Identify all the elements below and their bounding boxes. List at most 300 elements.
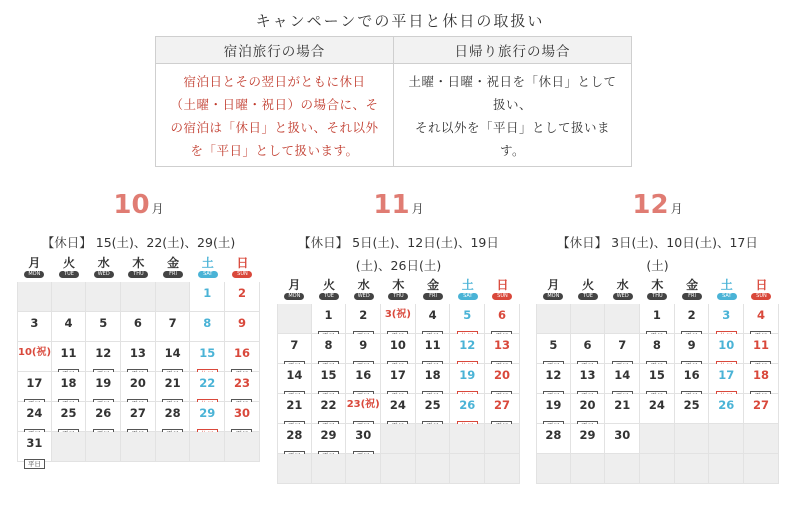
week-row	[536, 364, 779, 394]
weekday-header-cell	[225, 256, 260, 282]
empty-day-cell	[450, 424, 485, 454]
week-row	[536, 334, 779, 364]
empty-day-cell	[381, 454, 416, 484]
empty-day-cell	[225, 432, 260, 462]
day-number: 28	[545, 428, 562, 442]
weekday-header	[277, 278, 520, 304]
weekday-header-cell	[450, 278, 485, 304]
day-cell	[744, 394, 779, 424]
day-cell	[536, 364, 571, 394]
day-number: 15	[648, 368, 665, 382]
day-number: 9	[237, 316, 246, 330]
rules-overnight-line: を「平日」として扱います。	[190, 143, 359, 158]
day-cell	[605, 394, 640, 424]
day-cell	[571, 334, 606, 364]
day-cell	[709, 364, 744, 394]
weekday-abbr: SAT	[458, 293, 478, 300]
day-number: 22	[320, 398, 337, 412]
day-number: 28	[164, 406, 181, 420]
weekday-kanji: 日	[496, 278, 509, 292]
weekday-header-cell	[346, 278, 381, 304]
weekday-kanji: 月	[547, 278, 560, 292]
empty-day-cell	[485, 424, 520, 454]
weekday-abbr: FRI	[682, 293, 702, 300]
day-cell	[640, 334, 675, 364]
week-row	[277, 334, 520, 364]
empty-day-cell	[675, 424, 710, 454]
day-number: 26	[95, 406, 112, 420]
weekday-header-cell	[675, 278, 710, 304]
day-cell	[381, 394, 416, 424]
day-cell	[605, 424, 640, 454]
empty-day-cell	[709, 454, 744, 484]
weekday-header-cell	[416, 278, 451, 304]
month-unit: 月	[151, 202, 164, 216]
day-number: 5	[99, 316, 108, 330]
empty-day-cell	[156, 282, 191, 312]
weekday-abbr: SUN	[232, 271, 252, 278]
week-row	[17, 402, 260, 432]
empty-day-cell	[277, 304, 312, 334]
day-number: 13	[579, 368, 596, 382]
day-cell	[225, 342, 260, 372]
weekday-kanji: 日	[236, 256, 249, 270]
day-number: 11	[60, 346, 77, 360]
day-cell	[675, 304, 710, 334]
rules-overnight-text	[156, 64, 394, 167]
day-number: 4	[64, 316, 73, 330]
day-number: 31	[26, 436, 43, 450]
weekday-abbr: TUE	[319, 293, 339, 300]
day-number: 24	[648, 398, 665, 412]
day-number: 25	[683, 398, 700, 412]
day-number: 8	[203, 316, 212, 330]
weekday-header-cell	[17, 256, 52, 282]
holidays-list	[17, 231, 260, 254]
month-grid	[17, 256, 260, 468]
empty-day-cell	[121, 432, 156, 462]
weekday-kanji: 水	[357, 278, 370, 292]
empty-day-cell	[17, 282, 52, 312]
page-title: キャンペーンでの平日と休日の取扱い	[255, 12, 545, 30]
month-grid	[536, 278, 779, 484]
day-cell	[86, 342, 121, 372]
weekday-abbr: THU	[647, 293, 667, 300]
day-number: 1	[324, 308, 333, 322]
day-number: 27	[129, 406, 146, 420]
day-number: 26	[718, 398, 735, 412]
weekday-header-cell	[52, 256, 87, 282]
day-cell	[190, 282, 225, 312]
day-number: 22	[199, 376, 216, 390]
month-unit: 月	[670, 202, 683, 216]
month-number: 10	[113, 190, 150, 220]
weekday-kanji: 木	[651, 278, 664, 292]
day-number: 14	[164, 346, 181, 360]
holidays-line: 【休日】 15(土)、22(土)、29(土)	[41, 235, 236, 250]
weekday-header-cell	[536, 278, 571, 304]
day-cell	[346, 304, 381, 334]
day-cell	[277, 334, 312, 364]
day-cell	[416, 304, 451, 334]
day-number: 25	[424, 398, 441, 412]
day-number: 5	[463, 308, 472, 322]
day-cell	[225, 372, 260, 402]
weekday-header-cell	[605, 278, 640, 304]
weekday-header-cell	[86, 256, 121, 282]
holidays-line: (土)	[646, 258, 669, 273]
day-cell	[485, 334, 520, 364]
day-cell	[346, 424, 381, 454]
day-cell	[346, 334, 381, 364]
day-cell	[744, 334, 779, 364]
weekday-kanji: 月	[28, 256, 41, 270]
day-number: 20	[579, 398, 596, 412]
empty-day-cell	[571, 454, 606, 484]
day-number: 9	[359, 338, 368, 352]
empty-day-cell	[190, 432, 225, 462]
day-cell	[86, 312, 121, 342]
day-cell	[571, 364, 606, 394]
day-cell	[416, 364, 451, 394]
weekday-header-cell	[190, 256, 225, 282]
week-row	[277, 394, 520, 424]
day-cell	[744, 304, 779, 334]
day-number: 2	[687, 308, 696, 322]
day-cell	[86, 372, 121, 402]
weekday-header-cell	[277, 278, 312, 304]
empty-day-cell	[571, 304, 606, 334]
day-cell	[485, 394, 520, 424]
weekday-kanji: 土	[461, 278, 474, 292]
weekday-kanji: 土	[720, 278, 733, 292]
calendar-month-title	[536, 190, 779, 220]
holidays-line: (土)、26日(土)	[355, 258, 442, 273]
day-number: 13	[493, 338, 510, 352]
weekday-header-cell	[640, 278, 675, 304]
day-number: 4	[428, 308, 437, 322]
weekday-abbr: THU	[128, 271, 148, 278]
empty-day-cell	[709, 424, 744, 454]
day-cell	[156, 342, 191, 372]
rules-overnight-line: 宿泊日とその翌日がともに休日	[183, 74, 366, 89]
day-number: 19	[545, 398, 562, 412]
weekday-kanji: 金	[427, 278, 440, 292]
day-cell	[121, 342, 156, 372]
day-number: 1	[203, 286, 212, 300]
day-number: 18	[424, 368, 441, 382]
rules-daytrip-line: す。	[499, 143, 525, 158]
weekday-kanji: 月	[288, 278, 301, 292]
day-number: 13	[129, 346, 146, 360]
weekday-header-cell	[121, 256, 156, 282]
weekday-header	[536, 278, 779, 304]
empty-day-cell	[536, 454, 571, 484]
rules-daytrip-text	[394, 64, 632, 167]
day-cell	[536, 334, 571, 364]
rules-daytrip-line: 土曜・日曜・祝日を「休日」として	[408, 74, 617, 89]
day-number: 6	[133, 316, 142, 330]
empty-day-cell	[277, 454, 312, 484]
weekday-header-cell	[709, 278, 744, 304]
day-number: 21	[164, 376, 181, 390]
day-number: 29	[320, 428, 337, 442]
weekday-abbr: MON	[24, 271, 44, 278]
day-number: 21	[614, 398, 631, 412]
day-number: 29	[579, 428, 596, 442]
empty-day-cell	[605, 304, 640, 334]
weekday-abbr: MON	[543, 293, 563, 300]
day-cell	[571, 424, 606, 454]
empty-day-cell	[536, 304, 571, 334]
day-number: 27	[752, 398, 769, 412]
week-row	[277, 454, 520, 484]
day-cell	[605, 364, 640, 394]
day-number: 24	[26, 406, 43, 420]
day-number: 20	[493, 368, 510, 382]
holidays-list	[536, 231, 779, 277]
weekday-abbr: SAT	[717, 293, 737, 300]
day-cell	[17, 372, 52, 402]
rules-table	[155, 36, 632, 167]
day-cell	[709, 334, 744, 364]
day-number: 19	[459, 368, 476, 382]
day-cell	[536, 424, 571, 454]
rules-daytrip-line: 扱い、	[492, 97, 532, 112]
weekday-kanji: 水	[616, 278, 629, 292]
day-number: 12	[95, 346, 112, 360]
day-cell	[156, 372, 191, 402]
day-number: 20	[129, 376, 146, 390]
weekday-kanji: 日	[755, 278, 768, 292]
empty-day-cell	[346, 454, 381, 484]
day-cell	[312, 334, 347, 364]
week-row	[277, 424, 520, 454]
weekday-header-cell	[381, 278, 416, 304]
weekday-kanji: 金	[167, 256, 180, 270]
weekday-badge: 平日	[24, 459, 45, 469]
day-cell	[277, 394, 312, 424]
empty-day-cell	[485, 454, 520, 484]
holidays-line: 【休日】 5日(土)、12日(土)、19日	[298, 235, 499, 250]
day-cell	[52, 312, 87, 342]
day-number: 16	[683, 368, 700, 382]
day-number: 11	[752, 338, 769, 352]
weekday-abbr: FRI	[423, 293, 443, 300]
day-number: 24	[389, 398, 406, 412]
day-cell	[277, 364, 312, 394]
rules-overnight-line: （土曜・日曜・祝日）の場合に、そ	[170, 97, 379, 112]
day-cell	[156, 402, 191, 432]
day-cell	[450, 364, 485, 394]
day-cell	[121, 402, 156, 432]
day-number: 30	[233, 406, 250, 420]
rules-overnight-line: の宿泊は「休日」と扱い、それ以外	[170, 120, 379, 135]
day-cell	[277, 424, 312, 454]
day-cell	[52, 372, 87, 402]
day-cell	[640, 304, 675, 334]
day-number: 19	[95, 376, 112, 390]
weekday-kanji: 木	[132, 256, 145, 270]
empty-day-cell	[416, 424, 451, 454]
empty-day-cell	[675, 454, 710, 484]
day-number: 18	[752, 368, 769, 382]
day-cell	[485, 364, 520, 394]
week-row	[536, 454, 779, 484]
weekday-abbr: MON	[284, 293, 304, 300]
day-number: 18	[60, 376, 77, 390]
day-cell	[52, 342, 87, 372]
day-cell	[640, 364, 675, 394]
day-number: 2	[237, 286, 246, 300]
day-cell	[640, 394, 675, 424]
day-cell	[381, 364, 416, 394]
day-cell	[86, 402, 121, 432]
day-number: 6	[583, 338, 592, 352]
day-number: 1	[652, 308, 661, 322]
day-number: 17	[718, 368, 735, 382]
day-number: 27	[493, 398, 510, 412]
weekday-abbr: SUN	[492, 293, 512, 300]
weekday-header-cell	[571, 278, 606, 304]
weekday-header-cell	[744, 278, 779, 304]
day-cell	[450, 394, 485, 424]
day-number: 7	[290, 338, 299, 352]
day-cell	[675, 334, 710, 364]
day-number: 10	[389, 338, 406, 352]
empty-day-cell	[640, 424, 675, 454]
day-cell	[709, 304, 744, 334]
rules-header-daytrip: 日帰り旅行の場合	[394, 37, 632, 64]
day-number: 7	[618, 338, 627, 352]
day-cell	[312, 364, 347, 394]
day-cell	[346, 394, 381, 424]
empty-day-cell	[156, 432, 191, 462]
day-cell	[675, 394, 710, 424]
empty-day-cell	[52, 432, 87, 462]
day-number: 3	[30, 316, 39, 330]
day-cell	[571, 394, 606, 424]
week-row	[277, 304, 520, 334]
weekday-abbr: WED	[613, 293, 633, 300]
day-cell	[605, 334, 640, 364]
empty-day-cell	[744, 454, 779, 484]
day-number: 30	[614, 428, 631, 442]
day-number: 21	[286, 398, 303, 412]
day-cell	[190, 372, 225, 402]
weekday-abbr: SAT	[198, 271, 218, 278]
day-cell	[450, 304, 485, 334]
day-cell	[52, 402, 87, 432]
day-number: 10(祝)	[18, 347, 52, 358]
day-number: 17	[389, 368, 406, 382]
day-number: 16	[355, 368, 372, 382]
day-cell	[17, 342, 52, 372]
day-number: 9	[687, 338, 696, 352]
day-cell	[312, 394, 347, 424]
month-number: 11	[373, 190, 410, 220]
week-row	[17, 282, 260, 312]
day-number: 15	[199, 346, 216, 360]
empty-day-cell	[416, 454, 451, 484]
week-row	[17, 372, 260, 402]
week-row	[17, 312, 260, 342]
day-number: 2	[359, 308, 368, 322]
day-number: 17	[26, 376, 43, 390]
day-cell	[121, 372, 156, 402]
month-grid	[277, 278, 520, 484]
empty-day-cell	[381, 424, 416, 454]
day-number: 28	[286, 428, 303, 442]
day-number: 10	[718, 338, 735, 352]
day-cell	[381, 304, 416, 334]
calendar-month-title	[17, 190, 260, 220]
holidays-list	[277, 231, 520, 277]
day-cell	[675, 364, 710, 394]
empty-day-cell	[640, 454, 675, 484]
day-cell	[709, 394, 744, 424]
day-number: 14	[286, 368, 303, 382]
empty-day-cell	[52, 282, 87, 312]
weekday-abbr: TUE	[59, 271, 79, 278]
day-cell	[190, 312, 225, 342]
day-cell	[536, 394, 571, 424]
weekday-kanji: 木	[392, 278, 405, 292]
day-cell	[156, 312, 191, 342]
day-cell	[312, 424, 347, 454]
weekday-header-cell	[485, 278, 520, 304]
calendar-month-title	[277, 190, 520, 220]
weekday-abbr: THU	[388, 293, 408, 300]
month-number: 12	[632, 190, 669, 220]
weekday-abbr: TUE	[578, 293, 598, 300]
rules-daytrip-line: それ以外を「平日」として扱いま	[414, 120, 610, 135]
week-row	[536, 304, 779, 334]
day-number: 30	[355, 428, 372, 442]
day-cell	[225, 312, 260, 342]
week-row	[536, 424, 779, 454]
day-cell	[416, 394, 451, 424]
day-cell	[416, 334, 451, 364]
day-number: 11	[424, 338, 441, 352]
day-number: 8	[324, 338, 333, 352]
day-number: 3	[722, 308, 731, 322]
week-row	[17, 432, 260, 468]
weekday-header	[17, 256, 260, 282]
day-number: 7	[168, 316, 177, 330]
day-number: 29	[199, 406, 216, 420]
weekday-kanji: 金	[686, 278, 699, 292]
weekday-abbr: WED	[94, 271, 114, 278]
weekday-kanji: 水	[97, 256, 110, 270]
weekday-abbr: SUN	[751, 293, 771, 300]
day-number: 26	[459, 398, 476, 412]
week-row	[277, 364, 520, 394]
month-unit: 月	[411, 202, 424, 216]
day-cell	[17, 432, 52, 468]
empty-day-cell	[605, 454, 640, 484]
weekday-kanji: 土	[201, 256, 214, 270]
weekday-kanji: 火	[582, 278, 595, 292]
weekday-abbr: FRI	[163, 271, 183, 278]
day-number: 4	[756, 308, 765, 322]
day-number: 5	[549, 338, 558, 352]
weekday-kanji: 火	[63, 256, 76, 270]
rules-header-overnight: 宿泊旅行の場合	[156, 37, 394, 64]
empty-day-cell	[450, 454, 485, 484]
day-cell	[744, 364, 779, 394]
day-cell	[190, 342, 225, 372]
